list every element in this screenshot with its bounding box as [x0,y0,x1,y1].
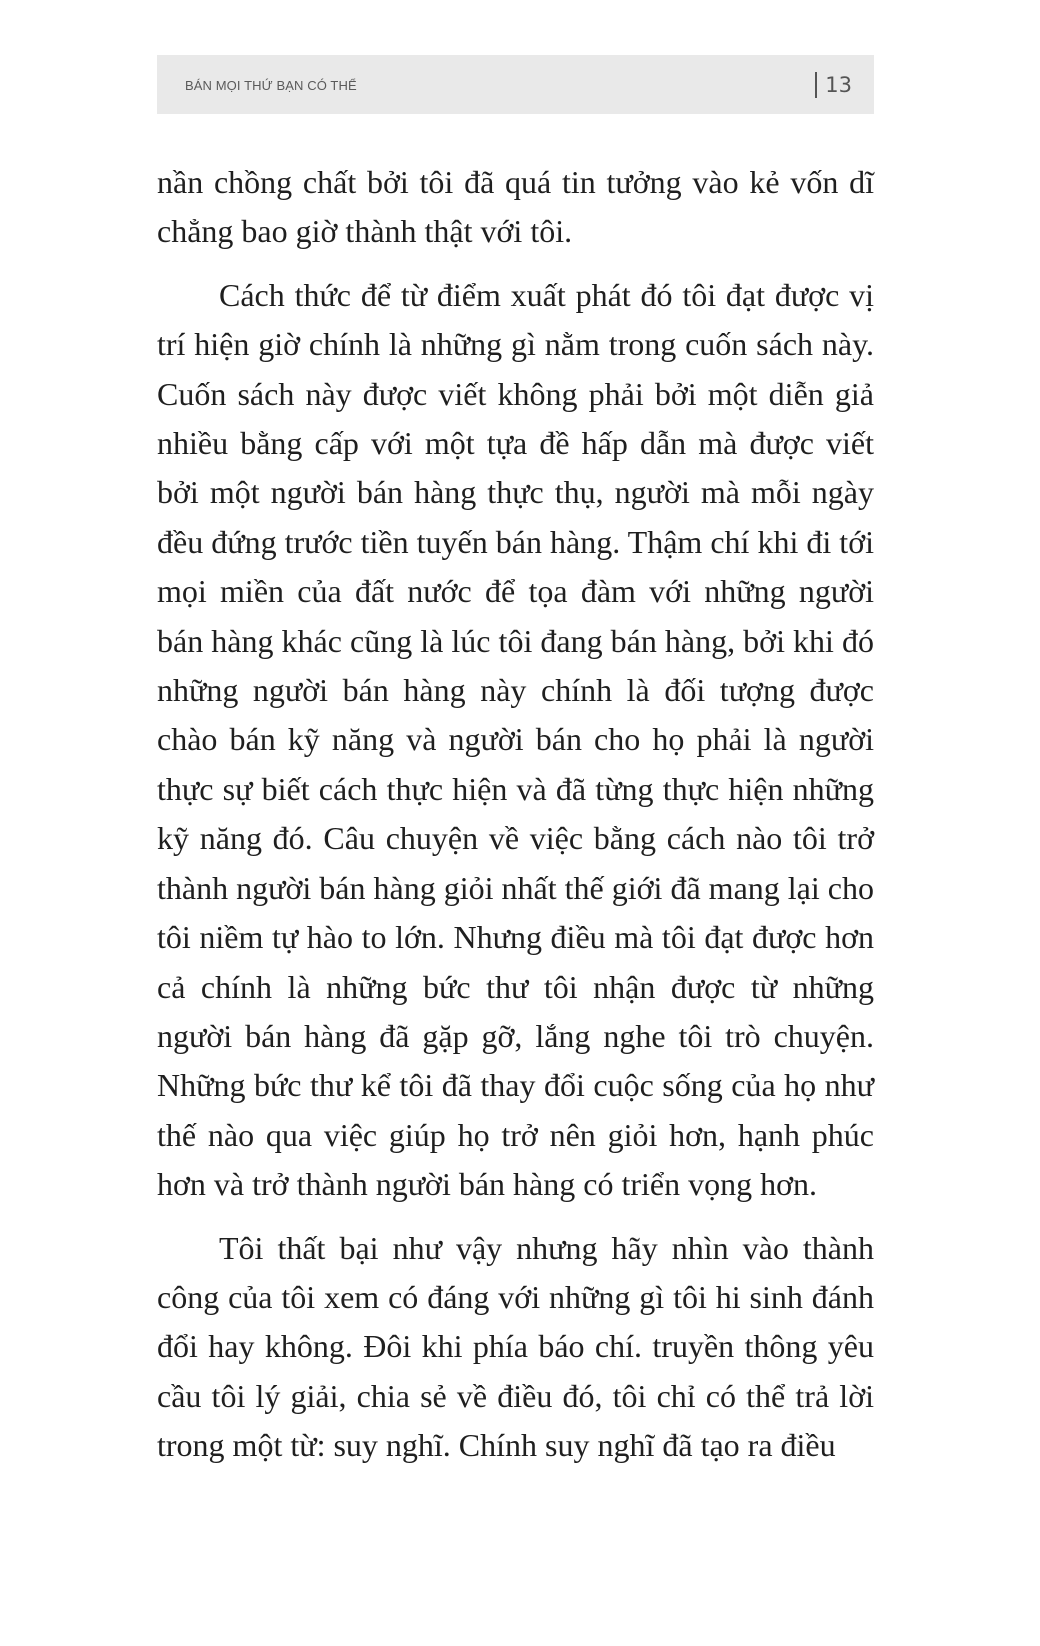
page-number: 13 [825,72,852,97]
paragraph-continuation: nần chồng chất bởi tôi đã quá tin tưởng vào kẻ vốn dĩ chẳng bao giờ thành thật với tôi. [157,164,874,250]
header-divider [815,72,817,98]
page-number-block [815,72,852,98]
paragraph: Cách thức để từ điểm xuất phát đó tôi đạt được vị trí hiện giờ chính là những gì nằm trong cuốn sách này. Cuốn sách này được viết không phải bởi một diễn giả nhiều bằng cấp với một tựa đề hấp dẫn mà được viết bởi một người bán hàng thực thụ, người mà mỗi ngày đều đứng trước tiền tuyến bán hàng. Thậm chí khi đi tới mọi miền của đất nước để tọa đàm với những người bán hàng khác cũng là lúc tôi đang bán hàng, bởi khi đó những người bán hàng này chính là đối tượng được chào bán kỹ năng và người bán cho họ phải là người thực sự biết cách thực hiện và đã từng thực hiện những kỹ năng đó. Câu chuyện về việc bằng cách nào tôi trở thành người bán hàng giỏi nhất thế giới đã mang lại cho tôi niềm tự hào to lớn. Nhưng điều mà tôi đạt được hơn cả chính là những bức thư tôi nhận được từ những người bán hàng đã gặp gỡ, lắng nghe tôi trò chuyện. Những bức thư kể tôi đã thay đổi cuộc sống của họ như thế nào qua việc giúp họ trở nên giỏi hơn, hạnh phúc hơn và trở thành người bán hàng có triển vọng hơn. [157,276,874,1203]
book-title: BÁN MỌI THỨ BẠN CÓ THỂ [185,78,357,93]
paragraph: Tôi thất bại như vậy nhưng hãy nhìn vào thành công của tôi xem có đáng với những gì tôi hi sinh đánh đổi hay không. Đôi khi phía báo chí. truyền thông yêu cầu tôi lý giải, chia sẻ về điều đó, tôi chỉ có thể trả lời trong một từ: suy nghĩ. Chính suy nghĩ đã tạo ra điều [157,1229,874,1464]
body-text [157,158,874,1485]
running-header [157,55,874,114]
